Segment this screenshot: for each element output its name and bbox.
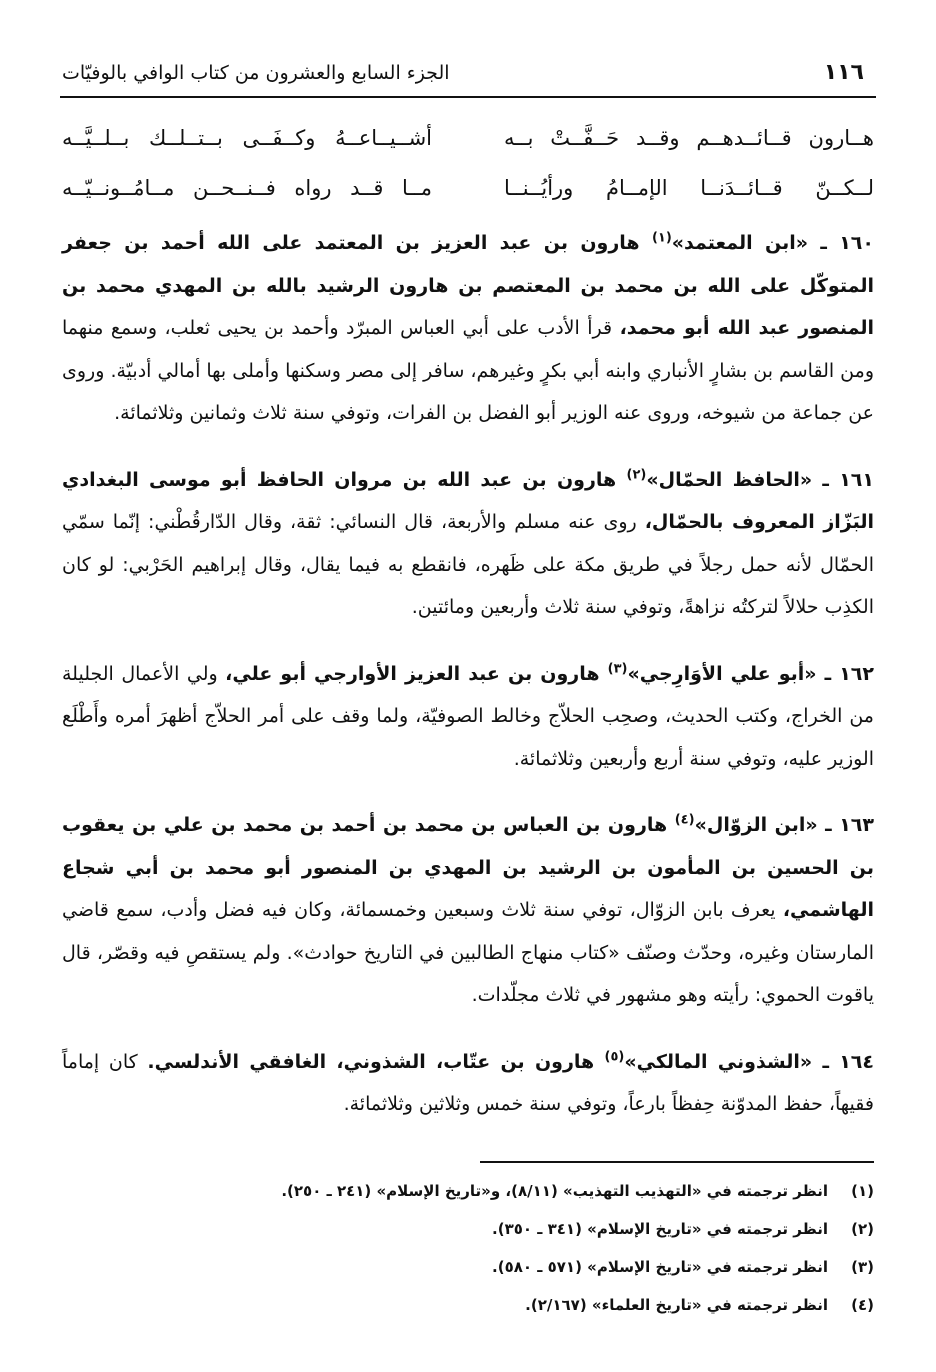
entry-heading: ١٦٣ ـ «ابن الزوّال»	[694, 814, 874, 836]
footnote-text: انظر ترجمته في «تاريخ الإسلام» (٣٤١ ـ ٣٥٠).	[492, 1220, 828, 1238]
entry-name: هارون بن العباس بن محمد بن أحمد بن محمد بن علي بن يعقوب بن الحسين بن المأمون بن الرشيد بن المهدي بن المنصور أبو محمد بن أبي شجاع الهاشمي،	[62, 814, 874, 921]
entry-name: هارون بن عبد العزيز بن المعتمد على الله أحمد بن جعفر المتوكّل على الله بن محمد بن المعتصم بن هارون الرشيد بالله بن المهدي محمد بن المنصور عبد الله أبو محمد،	[62, 232, 874, 339]
footnote-number: (٤)	[851, 1296, 874, 1314]
entry-160	[62, 222, 874, 435]
footnote-text: انظر ترجمته في «تاريخ الإسلام» (٥٧١ ـ ٥٨٠).	[492, 1258, 828, 1276]
footnote-number: (٣)	[851, 1258, 874, 1276]
entry-text: يعرف بابن الزوّال، توفي سنة ثلاث وسبعين وخمسمائة، وكان فيه فضل وأدب، سمع قاضي المارستان وغيره، وحدّث وصنّف «كتاب منهاج الطالبين في التاريخ حوادث». ولم يستقصِ فيه وقصّر، قال ياقوت الحموي: رأيته وهو مشهور في ثلاث مجلّدات.	[62, 899, 874, 1006]
entry-heading: ١٦١ ـ «الحافظ الحمّال»	[646, 468, 874, 491]
footnote-number: (١)	[851, 1182, 874, 1200]
footnote-text: انظر ترجمته في «التهذيب التهذيب» (٨/١١)، و«تاريخ الإسلام» (٢٤١ ـ ٢٥٠).	[281, 1182, 828, 1200]
entry-heading: ١٦٠ ـ «ابن المعتمد»	[671, 232, 874, 254]
poem-hemistich-right: لــكــنّ قــائــدَنــا الإمــامُ ورأيُــنــا	[504, 176, 874, 200]
entry-161	[62, 459, 874, 629]
entry-164	[62, 1041, 874, 1126]
footnote-rule	[480, 1161, 874, 1163]
footnote-number: (٢)	[851, 1220, 874, 1238]
header-rule	[60, 96, 876, 98]
footnote-ref: (٥)	[604, 1049, 625, 1065]
entry-heading: ١٦٢ ـ «أبو علي الأوَارِجي»	[627, 662, 874, 685]
poem-line	[62, 168, 874, 218]
entry-text: كان إماماً فقيهاً، حفظ المدوّنة حِفظاً بارعاً، وتوفي سنة خمس وثلاثين وثلاثمائة.	[62, 1050, 874, 1115]
entry-heading: ١٦٤ ـ «الشذوني المالكي»	[624, 1050, 874, 1073]
footnote	[62, 1248, 874, 1286]
footnote-ref: (٢)	[626, 467, 647, 483]
entry-text: روى عنه مسلم والأربعة، قال النسائي: ثقة، وقال الدّارقُطْني: إنّما سمّي الحمّال لأنه حمل رجلاً في طريق مكة على ظَهره، فانقطع به فيما يقال، وقال إبراهيم الحَرْبي: لو كان الكذِب حلالاً لتركتُه نزاهةً، وتوفي سنة ثلاث وأربعين ومائتين.	[62, 511, 874, 618]
footnote-ref: (٤)	[674, 812, 695, 828]
footnote	[62, 1210, 874, 1248]
footnotes	[62, 1172, 874, 1324]
footnote-ref: (٣)	[607, 661, 628, 677]
poem-hemistich-right: هــارون قــائــدهــم وقــد حَــفَّــتْ بــه	[504, 126, 874, 150]
poem-hemistich-left: مــا قــد رواه فــنــحــن مــامُــونــيّــه	[62, 176, 432, 200]
entry-163	[62, 804, 874, 1017]
poem	[62, 118, 874, 218]
footnote-ref: (١)	[651, 230, 672, 246]
entry-name: هارون بن عبد العزيز الأوارجي أبو علي،	[225, 662, 608, 685]
footnote	[62, 1286, 874, 1324]
poem-line	[62, 118, 874, 168]
entry-162	[62, 653, 874, 781]
entry-name: هارون بن عبد الله بن مروان الحافظ أبو موسى البغدادي البَزّاز المعروف بالحمّال،	[62, 468, 874, 533]
entry-text: قرأ الأدب على أبي العباس المبرّد وأحمد بن يحيى ثعلب، وسمع منهما ومن القاسم بن بشارٍ الأنباري وابنه أبي بكرٍ وغيرهم، سافر إلى مصر وسكنها وأملى بها أمالي أدبيّة. وروى عن جماعة من شيوخه، وروى عنه الوزير أبو الفضل بن الفرات، وتوفي سنة ثلاث وثمانين وثلاثمائة.	[62, 317, 874, 424]
page-number: ١١٦	[823, 60, 864, 85]
running-title: الجزء السابع والعشرون من كتاب الوافي بالوفيّات	[62, 62, 450, 84]
footnote-text: انظر ترجمته في «تاريخ العلماء» (٢/١٦٧).	[525, 1296, 828, 1314]
entry-name: هارون بن عتّاب، الشذوني، الغافقي الأندلسي.	[147, 1050, 605, 1073]
page-header	[62, 60, 874, 96]
entry-text: ولي الأعمال الجليلة من الخراج، وكتب الحديث، وصحِب الحلاّج وخالط الصوفيّة، ولما وقف على أمر الحلاّج أظهرَ أمره وأَطْلَع الوزير عليه، وتوفي سنة أربع وأربعين وثلاثمائة.	[62, 662, 874, 770]
footnote	[62, 1172, 874, 1210]
body-text	[62, 222, 874, 1150]
poem-hemistich-left: أشــيــاعــهُ وكــفَــى بــتــلــك بــلــيَّــه	[62, 126, 432, 150]
